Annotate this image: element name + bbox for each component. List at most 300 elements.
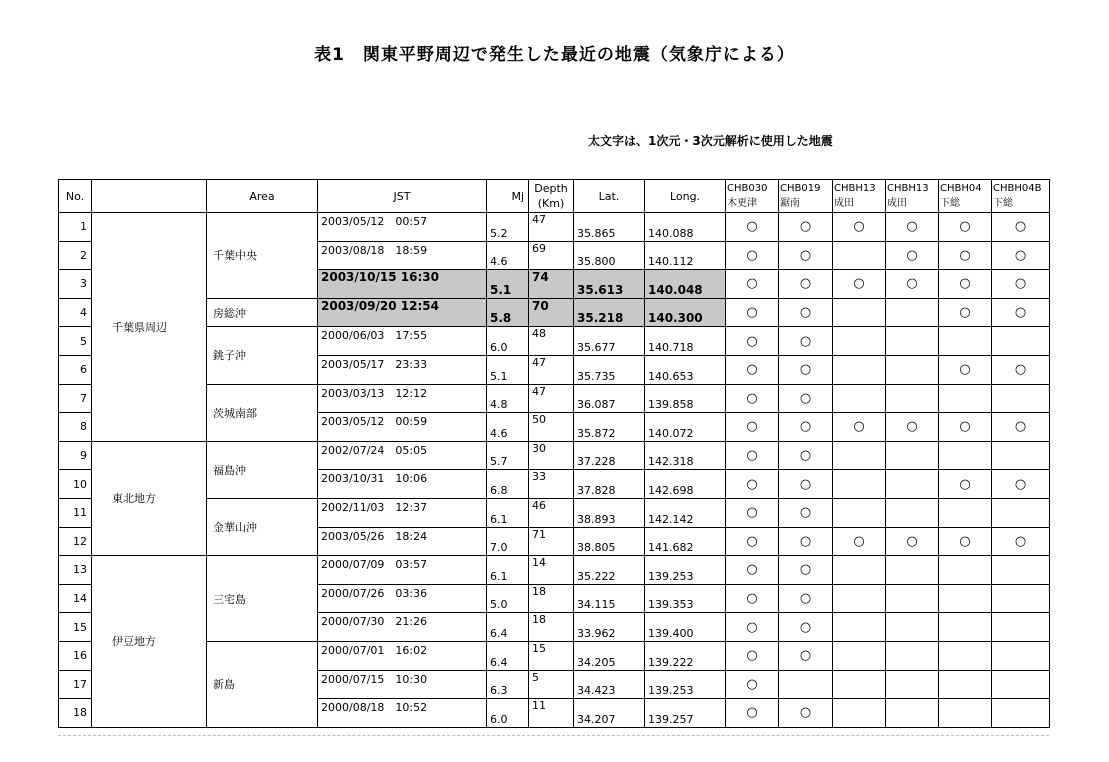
- table-note: 太文字は、1次元・3次元解析に使用した地震: [588, 134, 833, 148]
- station-mark-cell: [886, 413, 939, 442]
- station-mark-cell: [833, 270, 886, 299]
- lat-cell: 35.677: [574, 327, 645, 356]
- circle-mark-icon: ○: [799, 333, 812, 349]
- station-mark-cell: [992, 470, 1050, 499]
- circle-mark-icon: ○: [746, 591, 758, 607]
- circle-mark-icon: ○: [853, 533, 865, 549]
- header-lon: Long.: [645, 180, 726, 213]
- mj-cell: 4.6: [487, 241, 529, 270]
- row-number: 13: [59, 556, 92, 585]
- station-mark-cell: [992, 355, 1050, 384]
- jst-cell: 2003/05/26 18:24: [318, 527, 487, 556]
- station-mark-cell: [779, 584, 833, 613]
- mj-cell: 6.4: [487, 641, 529, 670]
- station-mark-cell: [992, 498, 1050, 527]
- station-mark-cell: [886, 641, 939, 670]
- circle-mark-icon: ○: [746, 448, 758, 464]
- circle-mark-icon: ○: [906, 533, 918, 549]
- lon-cell: 140.112: [645, 241, 726, 270]
- area-cell: 福島沖: [207, 441, 318, 498]
- station-mark-cell: [726, 327, 779, 356]
- station-name: 下総: [940, 198, 960, 209]
- station-mark-cell: [833, 384, 886, 413]
- station-name: 鋸南: [780, 198, 800, 209]
- mj-cell: 6.1: [487, 556, 529, 585]
- depth-cell: 18: [529, 613, 574, 642]
- station-mark-cell: [939, 241, 992, 270]
- circle-mark-icon: ○: [853, 419, 865, 435]
- station-mark-cell: [939, 441, 992, 470]
- circle-mark-icon: ○: [799, 247, 812, 263]
- jst-cell: 2003/03/13 12:12: [318, 384, 487, 413]
- station-mark-cell: [726, 241, 779, 270]
- circle-mark-icon: ○: [853, 219, 865, 235]
- depth-cell: 50: [529, 413, 574, 442]
- station-mark-cell: [779, 556, 833, 585]
- lat-cell: 38.893: [574, 498, 645, 527]
- lon-cell: 140.718: [645, 327, 726, 356]
- header-area: Area: [207, 180, 318, 213]
- mj-cell: 6.1: [487, 498, 529, 527]
- mj-cell: 6.3: [487, 670, 529, 699]
- station-mark-cell: [726, 270, 779, 299]
- station-mark-cell: [779, 641, 833, 670]
- header-station-4: [886, 180, 939, 213]
- station-mark-cell: [939, 213, 992, 242]
- station-mark-cell: [886, 470, 939, 499]
- lon-cell: 139.400: [645, 613, 726, 642]
- row-number: 8: [59, 413, 92, 442]
- circle-mark-icon: ○: [799, 476, 812, 492]
- circle-mark-icon: ○: [799, 648, 812, 664]
- area-cell: 茨城南部: [207, 384, 318, 441]
- area-cell: 金華山沖: [207, 498, 318, 555]
- lon-cell: 140.072: [645, 413, 726, 442]
- circle-mark-icon: ○: [799, 705, 812, 721]
- circle-mark-icon: ○: [746, 305, 758, 321]
- station-mark-cell: [939, 613, 992, 642]
- station-mark-cell: [779, 670, 833, 699]
- station-mark-cell: [992, 298, 1050, 327]
- circle-mark-icon: ○: [799, 362, 812, 378]
- table-row: [59, 441, 1050, 470]
- station-code: CHB030: [727, 183, 768, 194]
- circle-mark-icon: ○: [959, 362, 971, 378]
- station-mark-cell: [726, 298, 779, 327]
- mj-cell: 4.8: [487, 384, 529, 413]
- station-mark-cell: [779, 270, 833, 299]
- area-cell: 銚子沖: [207, 327, 318, 384]
- station-mark-cell: [939, 298, 992, 327]
- station-mark-cell: [886, 498, 939, 527]
- station-mark-cell: [992, 699, 1050, 728]
- station-mark-cell: [833, 241, 886, 270]
- station-code: CHB019: [780, 183, 821, 194]
- station-code: CHBH13: [834, 183, 876, 194]
- circle-mark-icon: ○: [746, 676, 758, 692]
- row-number: 3: [59, 270, 92, 299]
- table-row: [59, 641, 1050, 670]
- lon-cell: 140.300: [645, 298, 726, 327]
- circle-mark-icon: ○: [959, 476, 971, 492]
- depth-cell: 33: [529, 470, 574, 499]
- lat-cell: 35.222: [574, 556, 645, 585]
- mj-cell: 6.0: [487, 327, 529, 356]
- circle-mark-icon: ○: [959, 533, 971, 549]
- area-cell: 三宅島: [207, 556, 318, 642]
- station-mark-cell: [992, 384, 1050, 413]
- mj-cell: 5.1: [487, 355, 529, 384]
- circle-mark-icon: ○: [906, 276, 918, 292]
- station-mark-cell: [886, 613, 939, 642]
- circle-mark-icon: ○: [1014, 305, 1027, 321]
- station-mark-cell: [939, 527, 992, 556]
- station-mark-cell: [992, 327, 1050, 356]
- circle-mark-icon: ○: [746, 648, 758, 664]
- row-number: 5: [59, 327, 92, 356]
- jst-cell: 2003/08/18 18:59: [318, 241, 487, 270]
- station-mark-cell: [833, 327, 886, 356]
- circle-mark-icon: ○: [1014, 362, 1027, 378]
- station-mark-cell: [833, 699, 886, 728]
- station-mark-cell: [886, 699, 939, 728]
- mj-cell: 5.1: [487, 270, 529, 299]
- lat-cell: 35.218: [574, 298, 645, 327]
- station-mark-cell: [726, 441, 779, 470]
- depth-cell: 69: [529, 241, 574, 270]
- lon-cell: 142.318: [645, 441, 726, 470]
- lon-cell: 139.353: [645, 584, 726, 613]
- jst-cell: 2000/06/03 17:55: [318, 327, 487, 356]
- row-number: 15: [59, 613, 92, 642]
- station-mark-cell: [939, 470, 992, 499]
- depth-cell: 11: [529, 699, 574, 728]
- lat-cell: 35.613: [574, 270, 645, 299]
- station-mark-cell: [779, 413, 833, 442]
- depth-cell: 47: [529, 355, 574, 384]
- header-station-2: [779, 180, 833, 213]
- station-mark-cell: [833, 670, 886, 699]
- station-mark-cell: [992, 527, 1050, 556]
- station-mark-cell: [726, 498, 779, 527]
- header-region: [92, 180, 207, 213]
- circle-mark-icon: ○: [746, 476, 758, 492]
- station-mark-cell: [726, 699, 779, 728]
- circle-mark-icon: ○: [1014, 533, 1027, 549]
- station-mark-cell: [833, 413, 886, 442]
- region-cell: 伊豆地方: [92, 556, 207, 728]
- circle-mark-icon: ○: [959, 305, 971, 321]
- station-mark-cell: [886, 441, 939, 470]
- header-lat: Lat.: [574, 180, 645, 213]
- station-mark-cell: [779, 327, 833, 356]
- jst-cell: 2000/07/01 16:02: [318, 641, 487, 670]
- station-mark-cell: [939, 355, 992, 384]
- station-mark-cell: [833, 441, 886, 470]
- circle-mark-icon: ○: [799, 305, 812, 321]
- depth-cell: 14: [529, 556, 574, 585]
- table-row: [59, 298, 1050, 327]
- depth-cell: 71: [529, 527, 574, 556]
- circle-mark-icon: ○: [746, 619, 758, 635]
- lon-cell: 139.253: [645, 670, 726, 699]
- station-mark-cell: [833, 527, 886, 556]
- header-station-5: [939, 180, 992, 213]
- mj-cell: 5.2: [487, 213, 529, 242]
- area-cell: 新島: [207, 641, 318, 727]
- station-mark-cell: [992, 556, 1050, 585]
- circle-mark-icon: ○: [799, 276, 812, 292]
- circle-mark-icon: ○: [746, 390, 758, 406]
- lon-cell: 141.682: [645, 527, 726, 556]
- jst-cell: 2003/05/12 00:59: [318, 413, 487, 442]
- page-title: 表1 関東平野周辺で発生した最近の地震（気象庁による）: [314, 45, 795, 65]
- circle-mark-icon: ○: [799, 619, 812, 635]
- lon-cell: 139.253: [645, 556, 726, 585]
- circle-mark-icon: ○: [1014, 276, 1027, 292]
- lon-cell: 140.653: [645, 355, 726, 384]
- jst-cell: 2003/09/20 12:54: [318, 298, 487, 327]
- lat-cell: 34.207: [574, 699, 645, 728]
- depth-cell: 46: [529, 498, 574, 527]
- station-mark-cell: [886, 384, 939, 413]
- lat-cell: 36.087: [574, 384, 645, 413]
- lon-cell: 139.257: [645, 699, 726, 728]
- table-row: [59, 384, 1050, 413]
- station-name: 成田: [834, 198, 854, 209]
- station-name: 木更津: [727, 198, 757, 209]
- station-mark-cell: [726, 355, 779, 384]
- circle-mark-icon: ○: [959, 219, 971, 235]
- station-mark-cell: [833, 355, 886, 384]
- station-mark-cell: [939, 584, 992, 613]
- circle-mark-icon: ○: [906, 219, 918, 235]
- circle-mark-icon: ○: [799, 505, 812, 521]
- mj-cell: 5.8: [487, 298, 529, 327]
- circle-mark-icon: ○: [1014, 247, 1027, 263]
- station-mark-cell: [779, 527, 833, 556]
- station-mark-cell: [833, 498, 886, 527]
- circle-mark-icon: ○: [746, 247, 758, 263]
- circle-mark-icon: ○: [906, 419, 918, 435]
- mj-cell: 6.8: [487, 470, 529, 499]
- area-cell: 房総沖: [207, 298, 318, 327]
- row-number: 12: [59, 527, 92, 556]
- station-mark-cell: [779, 355, 833, 384]
- lat-cell: 35.735: [574, 355, 645, 384]
- lat-cell: 34.423: [574, 670, 645, 699]
- station-mark-cell: [726, 556, 779, 585]
- table-row: [59, 498, 1050, 527]
- header-station-6: [992, 180, 1050, 213]
- station-mark-cell: [726, 613, 779, 642]
- station-mark-cell: [833, 213, 886, 242]
- lat-cell: 37.228: [574, 441, 645, 470]
- row-number: 16: [59, 641, 92, 670]
- station-mark-cell: [992, 613, 1050, 642]
- lon-cell: 140.088: [645, 213, 726, 242]
- jst-cell: 2003/10/15 16:30: [318, 270, 487, 299]
- circle-mark-icon: ○: [799, 533, 812, 549]
- station-mark-cell: [833, 298, 886, 327]
- lon-cell: 139.858: [645, 384, 726, 413]
- jst-cell: 2000/07/09 03:57: [318, 556, 487, 585]
- row-number: 6: [59, 355, 92, 384]
- station-mark-cell: [726, 470, 779, 499]
- lon-cell: 142.698: [645, 470, 726, 499]
- station-mark-cell: [779, 298, 833, 327]
- lon-cell: 139.222: [645, 641, 726, 670]
- header-station-1: [726, 180, 779, 213]
- mj-cell: 4.6: [487, 413, 529, 442]
- station-mark-cell: [726, 641, 779, 670]
- station-mark-cell: [726, 413, 779, 442]
- circle-mark-icon: ○: [746, 533, 758, 549]
- area-cell: 千葉中央: [207, 213, 318, 299]
- lon-cell: 140.048: [645, 270, 726, 299]
- circle-mark-icon: ○: [906, 247, 918, 263]
- lat-cell: 38.805: [574, 527, 645, 556]
- mj-cell: 5.7: [487, 441, 529, 470]
- station-mark-cell: [886, 355, 939, 384]
- circle-mark-icon: ○: [853, 276, 865, 292]
- jst-cell: 2000/07/15 10:30: [318, 670, 487, 699]
- lat-cell: 35.865: [574, 213, 645, 242]
- station-mark-cell: [939, 670, 992, 699]
- circle-mark-icon: ○: [746, 562, 758, 578]
- row-number: 9: [59, 441, 92, 470]
- station-mark-cell: [939, 498, 992, 527]
- lat-cell: 33.962: [574, 613, 645, 642]
- row-number: 1: [59, 213, 92, 242]
- station-mark-cell: [992, 270, 1050, 299]
- station-mark-cell: [939, 327, 992, 356]
- station-mark-cell: [886, 241, 939, 270]
- station-mark-cell: [833, 470, 886, 499]
- header-depth-line1: Depth: [534, 182, 568, 195]
- depth-cell: 30: [529, 441, 574, 470]
- circle-mark-icon: ○: [746, 705, 758, 721]
- row-number: 14: [59, 584, 92, 613]
- depth-cell: 15: [529, 641, 574, 670]
- header-jst: JST: [318, 180, 487, 213]
- station-mark-cell: [992, 241, 1050, 270]
- lat-cell: 34.115: [574, 584, 645, 613]
- circle-mark-icon: ○: [1014, 419, 1027, 435]
- jst-cell: 2000/08/18 10:52: [318, 699, 487, 728]
- mj-cell: 5.0: [487, 584, 529, 613]
- circle-mark-icon: ○: [746, 505, 758, 521]
- circle-mark-icon: ○: [799, 448, 812, 464]
- circle-mark-icon: ○: [1014, 219, 1027, 235]
- station-mark-cell: [726, 584, 779, 613]
- station-mark-cell: [779, 699, 833, 728]
- header-station-3: [833, 180, 886, 213]
- station-mark-cell: [939, 384, 992, 413]
- station-mark-cell: [886, 556, 939, 585]
- page-divider: [58, 735, 1049, 736]
- station-mark-cell: [779, 213, 833, 242]
- station-mark-cell: [886, 670, 939, 699]
- depth-cell: 47: [529, 384, 574, 413]
- station-mark-cell: [992, 441, 1050, 470]
- region-cell: 千葉県周辺: [92, 213, 207, 442]
- row-number: 4: [59, 298, 92, 327]
- station-mark-cell: [939, 270, 992, 299]
- station-code: CHBH04B: [993, 183, 1042, 194]
- station-mark-cell: [886, 298, 939, 327]
- row-number: 2: [59, 241, 92, 270]
- lat-cell: 35.872: [574, 413, 645, 442]
- station-mark-cell: [833, 556, 886, 585]
- row-number: 18: [59, 699, 92, 728]
- table-header-row: [59, 180, 1050, 213]
- circle-mark-icon: ○: [746, 276, 758, 292]
- header-depth: [529, 180, 574, 213]
- station-mark-cell: [992, 413, 1050, 442]
- lat-cell: 35.800: [574, 241, 645, 270]
- station-mark-cell: [833, 613, 886, 642]
- station-mark-cell: [939, 556, 992, 585]
- station-mark-cell: [992, 641, 1050, 670]
- circle-mark-icon: ○: [746, 362, 758, 378]
- row-number: 11: [59, 498, 92, 527]
- station-mark-cell: [939, 641, 992, 670]
- depth-cell: 70: [529, 298, 574, 327]
- station-mark-cell: [779, 498, 833, 527]
- depth-cell: 5: [529, 670, 574, 699]
- header-mj: Mj: [487, 180, 529, 213]
- station-mark-cell: [939, 413, 992, 442]
- station-mark-cell: [992, 670, 1050, 699]
- mj-cell: 6.0: [487, 699, 529, 728]
- row-number: 7: [59, 384, 92, 413]
- circle-mark-icon: ○: [799, 562, 812, 578]
- circle-mark-icon: ○: [959, 419, 971, 435]
- station-mark-cell: [886, 213, 939, 242]
- table-row: [59, 327, 1050, 356]
- jst-cell: 2002/07/24 05:05: [318, 441, 487, 470]
- station-mark-cell: [779, 384, 833, 413]
- circle-mark-icon: ○: [959, 276, 971, 292]
- station-mark-cell: [886, 270, 939, 299]
- header-no: No.: [59, 180, 92, 213]
- depth-cell: 48: [529, 327, 574, 356]
- circle-mark-icon: ○: [799, 591, 812, 607]
- station-mark-cell: [779, 441, 833, 470]
- station-mark-cell: [726, 670, 779, 699]
- station-mark-cell: [779, 241, 833, 270]
- station-mark-cell: [886, 584, 939, 613]
- circle-mark-icon: ○: [1014, 476, 1027, 492]
- mj-cell: 6.4: [487, 613, 529, 642]
- lat-cell: 37.828: [574, 470, 645, 499]
- station-mark-cell: [992, 584, 1050, 613]
- mj-cell: 7.0: [487, 527, 529, 556]
- station-name: 成田: [887, 198, 907, 209]
- depth-cell: 74: [529, 270, 574, 299]
- circle-mark-icon: ○: [746, 219, 758, 235]
- table-row: [59, 213, 1050, 242]
- station-mark-cell: [939, 699, 992, 728]
- region-cell: 東北地方: [92, 441, 207, 555]
- circle-mark-icon: ○: [959, 247, 971, 263]
- row-number: 10: [59, 470, 92, 499]
- jst-cell: 2000/07/26 03:36: [318, 584, 487, 613]
- jst-cell: 2000/07/30 21:26: [318, 613, 487, 642]
- circle-mark-icon: ○: [746, 333, 758, 349]
- jst-cell: 2003/05/12 00:57: [318, 213, 487, 242]
